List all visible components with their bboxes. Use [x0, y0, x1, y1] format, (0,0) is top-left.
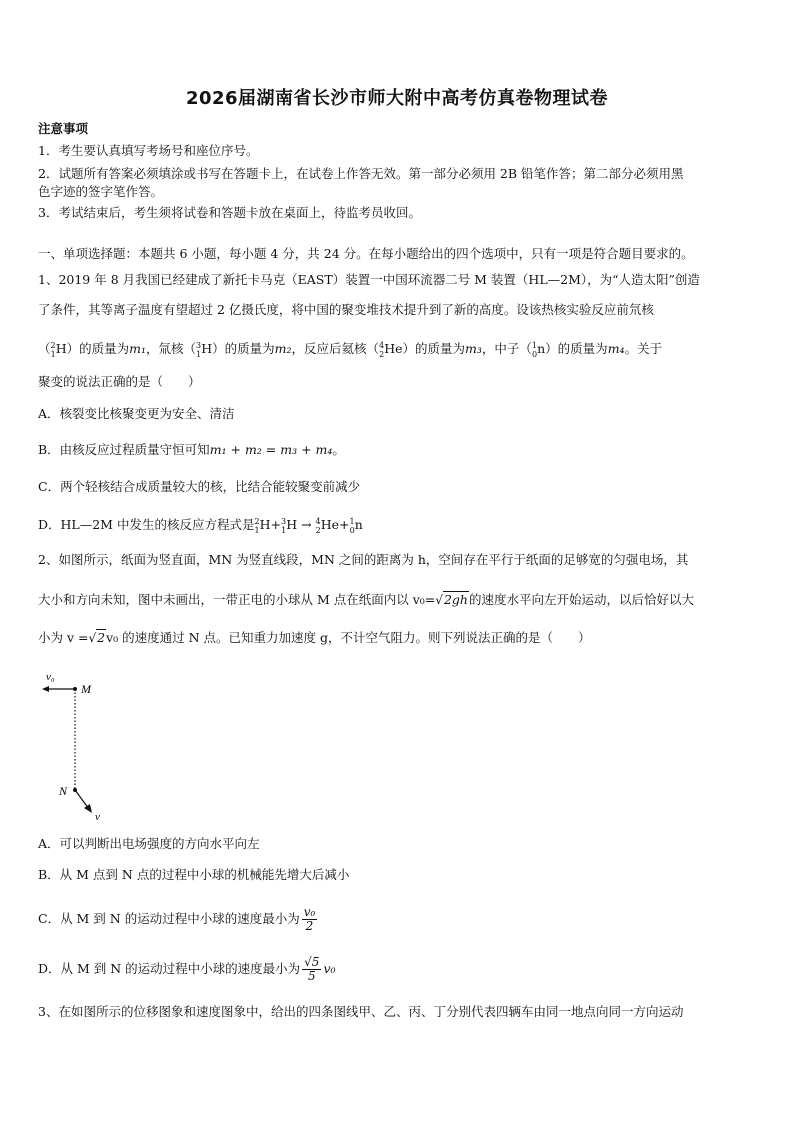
q1-option-a: A．核裂变比核聚变更为安全、清洁: [38, 406, 235, 421]
label-v0: v₀: [46, 671, 55, 683]
tritium-symbol: $^3_1$H: [196, 341, 213, 359]
fraction: $\frac{\text{v₀}}{2}$: [303, 905, 316, 933]
fraction: $\frac{√5}{5}$: [304, 955, 320, 983]
q2-stem-line: 2、如图所示，纸面为竖直面，MN 为竖直线段，MN 之间的距离为 h，空间存在平行于纸面的足够宽的匀强电场，其: [38, 552, 689, 567]
label-m: M: [81, 682, 91, 696]
label-v: v: [95, 811, 100, 823]
label-n: N: [59, 784, 68, 798]
q1-stem-line: 聚变的说法正确的是（ ）: [38, 374, 201, 389]
v-arrowhead: [84, 804, 92, 813]
deuterium-symbol: $^2_1$H: [50, 341, 67, 359]
q2-stem-line: 小为 v =√2v₀ 的速度通过 N 点。已知重力加速度 g，不计空气阻力。则下列说法正确的是（ ）: [38, 630, 591, 645]
helium-symbol: $^4_2$He: [379, 341, 403, 359]
notice-item: 色字迹的签字笔作答。: [38, 184, 164, 199]
notice-item: 2．试题所有答案必须填涂或书写在答题卡上，在试卷上作答无效。第一部分必须用 2B 铅笔作答；第二部分必须用黑: [38, 166, 684, 181]
q1-option-b: B．由核反应过程质量守恒可知m₁ + m₂ = m₃ + m₄。: [38, 442, 345, 457]
q2-option-b: B．从 M 点到 N 点的过程中小球的机械能先增大后减小: [38, 867, 350, 882]
q2-option-c: C．从 M 到 N 的运动过程中小球的速度最小为 $\frac{\text{v₀}}{2}$: [38, 905, 316, 933]
q1-stem-line: 了条件，其等离子温度有望超过 2 亿摄氏度，将中国的聚变堆技术提升到了新的高度。设该热核实验反应前氘核: [38, 302, 654, 317]
v0-arrowhead: [42, 686, 49, 692]
page-title: 2026届湖南省长沙市师大附中高考仿真卷物理试卷: [185, 88, 609, 109]
q1-option-d: D．HL—2M 中发生的核反应方程式是$^2_1$H+$^3_1$H → $^4_2$He+$^1_0$n: [38, 517, 363, 535]
q2-option-d: D．从 M 到 N 的运动过程中小球的速度最小为 $\frac{√5}{5}$ v₀: [38, 955, 336, 983]
q1-stem-line: 1、2019 年 8 月我国已经建成了新托卡马克（EAST）装置一中国环流器二号 M 装置（HL—2M），为“人造太阳”创造: [38, 272, 700, 287]
reaction-equation: $^2_1$H+$^3_1$H → $^4_2$He+$^1_0$n: [254, 517, 363, 535]
notice-item: 1．考生要认真填写考场号和座位序号。: [38, 143, 259, 158]
section-heading: 一、单项选择题：本题共 6 小题，每小题 4 分，共 24 分。在每小题给出的四个选项中，只有一项是符合题目要求的。: [38, 246, 694, 261]
q2-stem-line: 大小和方向未知，图中未画出，一带正电的小球从 M 点在纸面内以 v₀=√2gh的速度水平向左开始运动，以后恰好以大: [38, 592, 694, 607]
notice-heading: 注意事项: [38, 121, 89, 136]
q2-option-a: A．可以判断出电场强度的方向水平向左: [38, 836, 260, 851]
q3-stem-line: 3、在如图所示的位移图象和速度图象中，给出的四条图线甲、乙、丙、丁分别代表四辆车由同一地点向同一方向运动: [38, 1004, 684, 1019]
notice-item: 3．考试结束后，考生须将试卷和答题卡放在桌面上，待监考员收回。: [38, 205, 421, 220]
q1-stem-line-nuclides: （$^2_1$H）的质量为m₁，氚核（$^3_1$H）的质量为m₂，反应后氦核（$^4_2$He）的质量为m₃，中子（$^1_0$n）的质量为m₄。关于: [38, 338, 662, 363]
q2-figure: [38, 668, 128, 828]
neutron-symbol: $^1_0$n: [531, 341, 546, 359]
q1-option-c: C．两个轻核结合成质量较大的核，比结合能较聚变前减少: [38, 479, 361, 494]
